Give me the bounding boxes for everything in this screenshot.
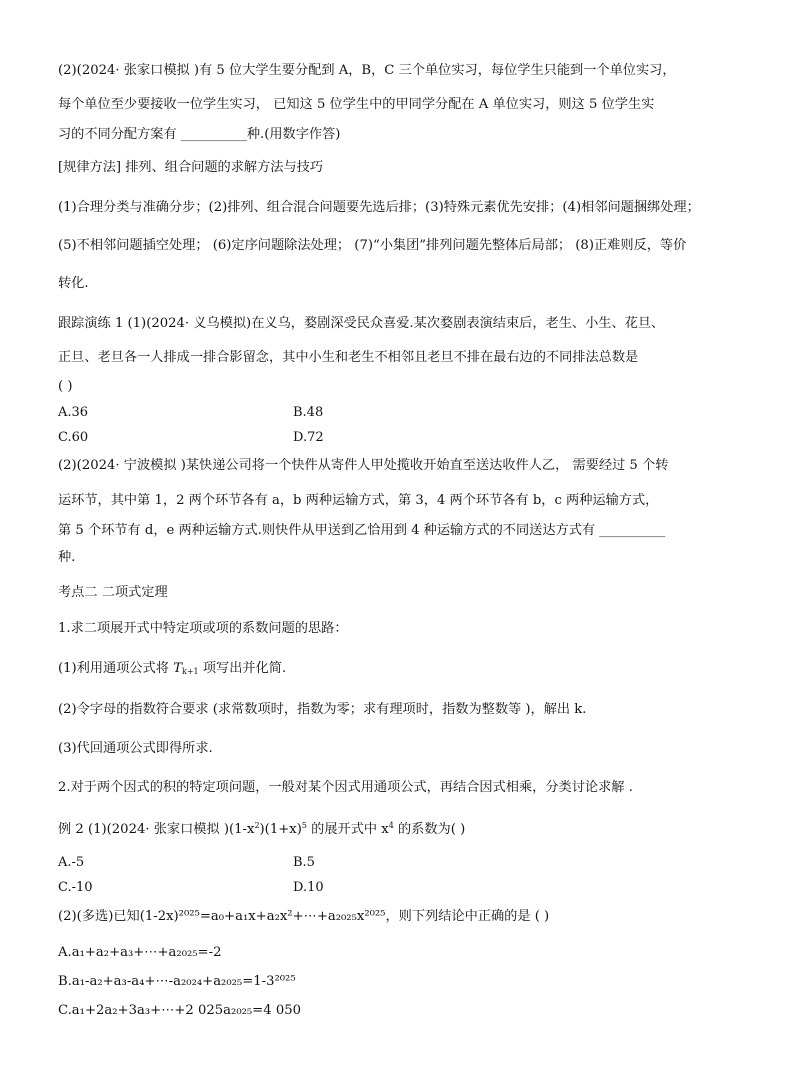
example2-q2-option-c: C.a₁+2a₂+3a₃+⋯+2 025a₂₀₂₅=4 050 (58, 1003, 301, 1018)
drill1-answer-paren: ( ) (58, 379, 73, 394)
ex2-pre: 例 2 (1)(2024· 张家口模拟 )(1-x (58, 822, 255, 837)
drill1-option-b: B.48 (293, 405, 324, 420)
sub1-sub: k+1 (181, 667, 199, 676)
p2-intro-line2: 每个单位至少要接收一位学生实习， 已知这 5 位学生中的甲同学分配在 A 单位实习，则这 5 位学生实 (58, 97, 655, 112)
drill1-option-a: A.36 (58, 405, 89, 420)
drill2-line3: 第 5 个环节有 d，e 两种运输方式.则快件从甲送到乙恰用到 4 种运输方式的不同送达方式有 __________ (58, 523, 666, 538)
p2-intro-line3: 习的不同分配方案有 __________种.(用数字作答) (58, 127, 341, 142)
method-line2: (5)不相邻问题插空处理； (6)定序问题除法处理； (7)“小集团”排列问题先整体后局部； (8)正难则反，等价 (58, 238, 687, 253)
drill2-line1: (2)(2024· 宁波模拟 )某快递公司将一个快件从寄件人甲处揽收开始直至送达收件人乙， 需要经过 5 个转 (58, 458, 669, 473)
example2-q2-option-a: A.a₁+a₂+a₃+⋯+a₂₀₂₅=-2 (58, 945, 222, 960)
method-line3: 转化. (58, 276, 89, 291)
ex2-sup1: 2 (254, 821, 260, 830)
example2-option-d: D.10 (293, 880, 324, 895)
example2-line1 (58, 817, 465, 839)
drill1-line2: 正旦、老旦各一人排成一排合影留念，其中小生和老生不相邻且老旦不排在最右边的不同排法总数是 (58, 350, 639, 365)
ex2-post: 的系数为( ) (393, 822, 466, 837)
section2-item1: 1.求二项展开式中特定项或项的系数问题的思路： (58, 621, 348, 636)
drill1-option-c: C.60 (58, 430, 89, 445)
section2-item2: 2.对于两个因式的积的特定项问题，一般对某个因式用通项公式，再结合因式相乘，分类讨论求解 . (58, 780, 633, 795)
section2-heading: 考点二 二项式定理 (58, 585, 168, 600)
ex2-mid2: 的展开式中 x (306, 822, 389, 837)
sub1-post: 项写出并化简. (198, 661, 287, 676)
example2-option-b: B.5 (293, 855, 315, 870)
example2-q2: (2)(多选)已知(1-2x)²⁰²⁵=a₀+a₁x+a₂x²+⋯+a₂₀₂₅x²⁰²⁵，则下列结论中正确的是 ( ) (58, 909, 550, 924)
section2-sub3: (3)代回通项公式即得所求. (58, 741, 213, 756)
p2-intro-line1: (2)(2024· 张家口模拟 )有 5 位大学生要分配到 A，B，C 三个单位实习，每位学生只能到一个单位实习， (58, 63, 676, 78)
ex2-sup2: 5 (301, 821, 307, 830)
method-line1: (1)合理分类与准确分步；(2)排列、组合混合问题要先选后排；(3)特殊元素优先安排；(4)相邻问题捆绑处理； (58, 200, 700, 215)
example2-option-a: A.-5 (58, 855, 85, 870)
drill2-line2: 运环节，其中第 1，2 两个环节各有 a，b 两种运输方式，第 3，4 两个环节各有 b，c 两种运输方式， (58, 493, 659, 508)
section2-sub1 (58, 660, 286, 681)
example2-q2-option-b: B.a₁-a₂+a₃-a₄+⋯-a₂₀₂₄+a₂₀₂₅=1-3²⁰²⁵ (58, 974, 296, 989)
ex2-sup3: 4 (388, 821, 394, 830)
sub1-pre: (1)利用通项公式将 (58, 661, 174, 676)
method-heading: [规律方法] 排列、组合问题的求解方法与技巧 (58, 160, 324, 175)
drill2-line4: 种. (58, 550, 76, 565)
section2-sub2: (2)令字母的指数符合要求 (求常数项时，指数为零；求有理项时，指数为整数等 )，解出 k. (58, 702, 587, 717)
drill1-line1: 跟踪演练 1 (1)(2024· 义乌模拟)在义乌，婺剧深受民众喜爱.某次婺剧表演结束后，老生、小生、花旦、 (58, 316, 665, 331)
example2-option-c: C.-10 (58, 880, 93, 895)
sub1-t: T (173, 661, 182, 676)
drill1-option-d: D.72 (293, 430, 324, 445)
ex2-mid: )(1+x) (259, 822, 302, 837)
